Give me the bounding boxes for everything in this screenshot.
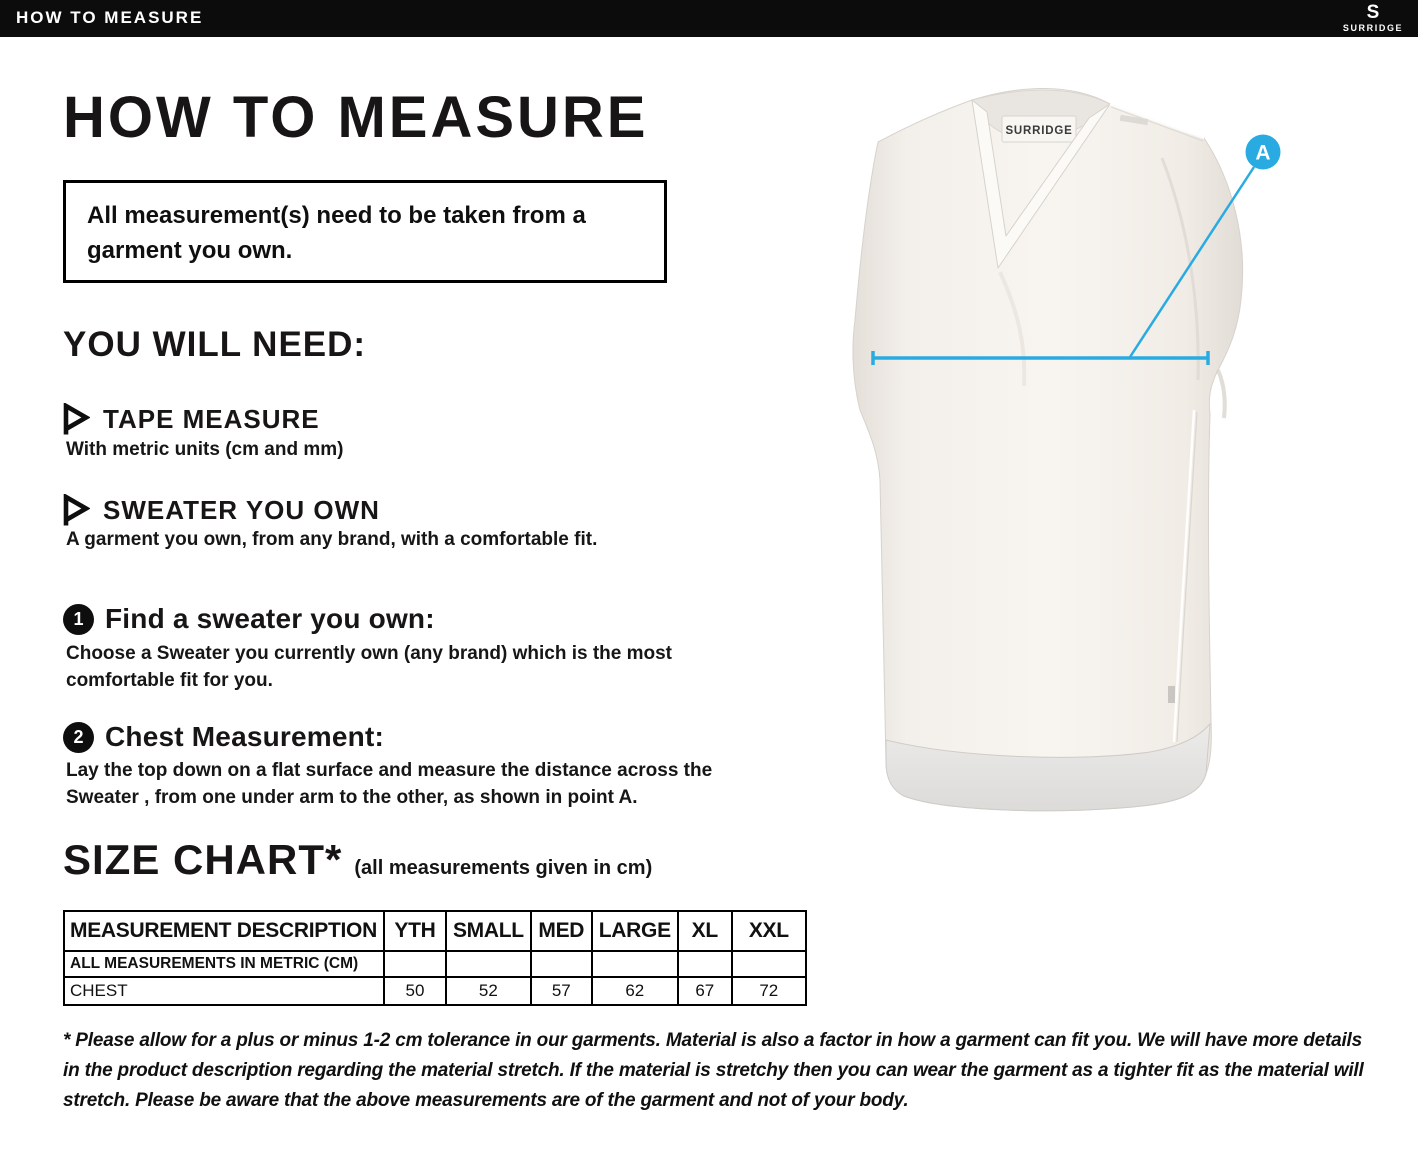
underarm-shadow xyxy=(1218,370,1225,418)
you-will-need-heading: YOU WILL NEED: xyxy=(63,325,367,364)
row-label: ALL MEASUREMENTS IN METRIC (CM) xyxy=(64,951,384,977)
size-chart-subtitle: (all measurements given in cm) xyxy=(354,857,653,879)
step-1-heading xyxy=(63,603,435,635)
column-header: LARGE xyxy=(592,911,678,951)
top-bar xyxy=(0,0,1418,37)
garment-figure xyxy=(820,80,1418,840)
column-header: SMALL xyxy=(446,911,531,951)
surridge-wordmark: SURRIDGE xyxy=(1342,23,1404,33)
table-cell: 50 xyxy=(384,977,446,1005)
size-chart-heading: SIZE CHART* xyxy=(63,836,343,883)
need-item-tape-measure xyxy=(63,403,320,436)
need-item-label: SWEATER YOU OWN xyxy=(103,495,380,525)
step-1-title: Find a sweater you own: xyxy=(105,603,435,634)
table-row xyxy=(64,977,806,1005)
step-1-description: Choose a Sweater you currently own (any brand) which is the most comfortable fit for you. xyxy=(66,643,673,691)
step-2-title: Chest Measurement: xyxy=(105,721,385,752)
top-bar-title: HOW TO MEASURE xyxy=(16,8,204,27)
table-cell xyxy=(592,951,678,977)
table-cell: 67 xyxy=(678,977,732,1005)
table-cell xyxy=(446,951,531,977)
column-header: YTH xyxy=(384,911,446,951)
column-header: MEASUREMENT DESCRIPTION xyxy=(64,911,384,951)
arrow-triangle-icon xyxy=(63,403,90,436)
table-cell: 72 xyxy=(732,977,806,1005)
sweater-body xyxy=(853,89,1243,811)
table-cell: 52 xyxy=(446,977,531,1005)
step-2-number-badge: 2 xyxy=(63,722,94,753)
need-item-description: With metric units (cm and mm) xyxy=(66,439,344,460)
collar-label-text: SURRIDGE xyxy=(1005,125,1073,137)
table-cell: 57 xyxy=(531,977,592,1005)
point-a-label: A xyxy=(1255,141,1271,165)
size-chart-table xyxy=(63,910,807,1006)
table-cell xyxy=(531,951,592,977)
row-label: CHEST xyxy=(64,977,384,1005)
step-2-description: Lay the top down on a flat surface and measure the distance across the Sweater , from one under arm to the other, as shown in point A. xyxy=(66,760,713,808)
arrow-triangle-icon xyxy=(63,494,90,527)
step-2-heading xyxy=(63,721,384,753)
table-cell xyxy=(732,951,806,977)
notice-text: All measurement(s) need to be taken from a garment you own. xyxy=(87,202,586,264)
notice-box xyxy=(63,180,667,283)
side-tag xyxy=(1168,686,1175,703)
tolerance-footnote: * Please allow for a plus or minus 1-2 cm tolerance in our garments. Material is also a factor in how a garment can fit you. We will have more details in the product description regarding the material stretch. If the material is stretchy then you can wear the garment as a tighter fit as the material will stretch. Please be aware that the above measurements are of the garment and not of your body. xyxy=(63,1030,1364,1112)
surridge-s-icon: S xyxy=(1366,2,1380,23)
need-item-description: A garment you own, from any brand, with a comfortable fit. xyxy=(66,529,598,550)
column-header: XL xyxy=(678,911,732,951)
size-table-header-row xyxy=(64,911,806,951)
page-title: HOW TO MEASURE xyxy=(63,85,649,150)
need-item-label: TAPE MEASURE xyxy=(103,404,320,434)
garment-image xyxy=(820,80,1418,840)
table-row xyxy=(64,951,806,977)
size-chart-heading-row xyxy=(63,836,652,884)
table-cell: 62 xyxy=(592,977,678,1005)
table-cell xyxy=(678,951,732,977)
column-header: XXL xyxy=(732,911,806,951)
table-cell xyxy=(384,951,446,977)
column-header: MED xyxy=(531,911,592,951)
step-1-number-badge: 1 xyxy=(63,604,94,635)
need-item-sweater xyxy=(63,494,380,527)
surridge-logo xyxy=(1337,3,1409,33)
